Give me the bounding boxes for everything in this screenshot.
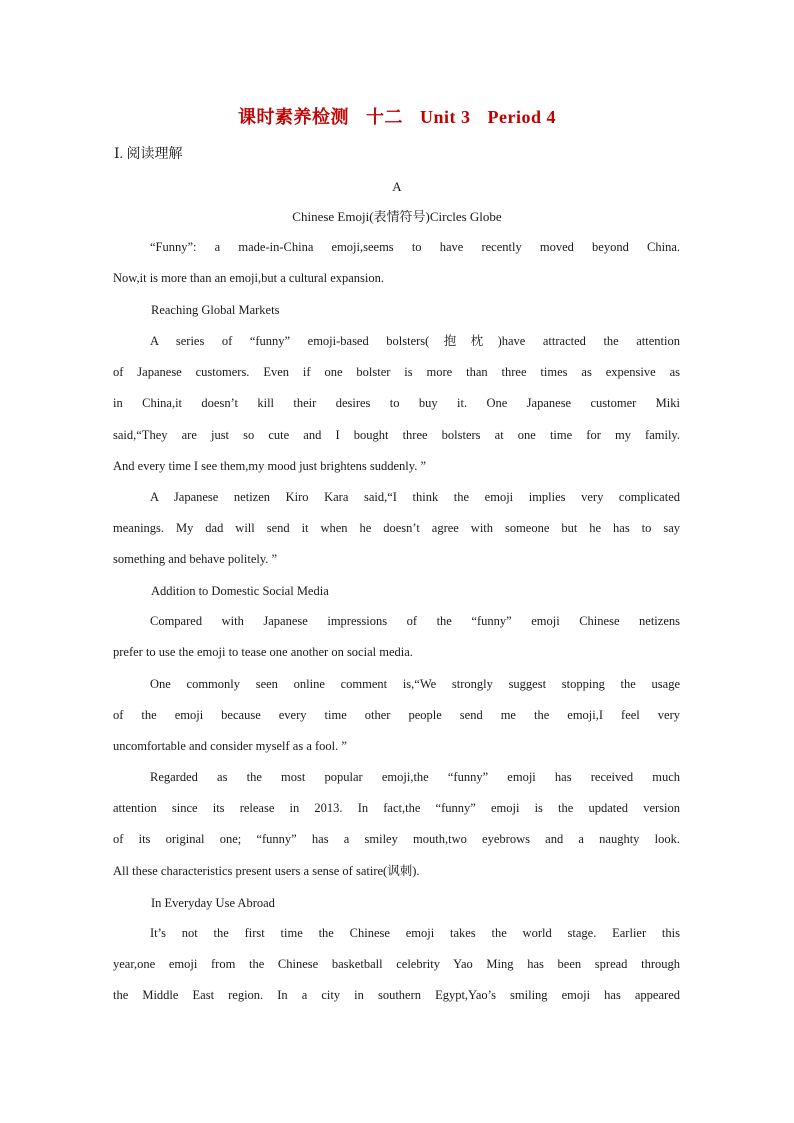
paragraph-line: of its original one; “funny” has a smiley mouth,two eyebrows and a naughty look.: [113, 832, 680, 847]
paragraph-line: A Japanese netizen Kiro Kara said,“I think the emoji implies very complicated: [150, 490, 680, 504]
paragraph-line: Regarded as the most popular emoji,the “funny” emoji has received much: [150, 770, 680, 784]
paragraph-line: said,“They are just so cute and I bought three bolsters at one time for my family.: [113, 427, 680, 442]
title-part-1: 课时素养检测: [237, 107, 349, 127]
paragraph-7: [113, 918, 680, 1012]
paragraph-2: [113, 326, 680, 482]
paragraph-line: Compared with Japanese impressions of the “funny” emoji Chinese netizens: [150, 614, 680, 628]
paragraph-line: uncomfortable and consider myself as a fool. ”: [113, 739, 347, 754]
paragraph-line: meanings. My dad will send it when he doesn’t agree with someone but he has to say: [113, 521, 680, 536]
paragraph-line: Now,it is more than an emoji,but a cultural expansion.: [113, 271, 385, 286]
page-title: [0, 104, 794, 130]
paragraph-6: [113, 762, 680, 887]
passage-letter: A: [392, 179, 402, 194]
paragraph-line: And every time I see them,my mood just brightens suddenly. ”: [113, 458, 427, 473]
paragraph-line: the Middle East region. In a city in southern Egypt,Yao’s smiling emoji has appeared: [113, 988, 680, 1003]
paragraph-line: prefer to use the emoji to tease one another on social media.: [113, 645, 413, 660]
subheading-everyday-use-abroad: In Everyday Use Abroad: [151, 896, 275, 910]
title-part-2: 十二: [365, 107, 403, 127]
paragraph-line: A series of “funny” emoji-based bolsters(抱枕)have attracted the attention: [150, 334, 680, 348]
paragraph-line: year,one emoji from the Chinese basketball celebrity Yao Ming has been spread through: [113, 957, 680, 972]
subheading-reaching-global-markets: Reaching Global Markets: [151, 303, 280, 317]
paragraph-1: [113, 232, 680, 294]
paragraph-line: something and behave politely. ”: [113, 552, 278, 567]
paragraph-5: [113, 669, 680, 763]
passage-title: Chinese Emoji(表情符号)Circles Globe: [292, 209, 502, 224]
paragraph-line: attention since its release in 2013. In fact,the “funny” emoji is the updated version: [113, 801, 680, 816]
paragraph-line: of Japanese customers. Even if one bolster is more than three times as expensive as: [113, 365, 680, 380]
paragraph-line: One commonly seen online comment is,“We strongly suggest stopping the usage: [150, 677, 680, 691]
paragraph-line: in China,it doesn’t kill their desires to buy it. One Japanese customer Miki: [113, 396, 680, 411]
paragraph-line: All these characteristics present users a sense of satire(讽刺).: [113, 863, 420, 878]
paragraph-line: “Funny”: a made-in-China emoji,seems to have recently moved beyond China.: [150, 240, 680, 254]
paragraph-4: [113, 606, 680, 668]
title-part-3: Unit 3: [419, 107, 471, 127]
subheading-domestic-social-media: Addition to Domestic Social Media: [151, 584, 329, 598]
paragraph-line: It’s not the first time the Chinese emoji takes the world stage. Earlier this: [150, 926, 680, 940]
paragraph-3: [113, 482, 680, 576]
section-label: Ⅰ. 阅读理解: [114, 147, 183, 162]
paragraph-line: of the emoji because every time other people send me the emoji,I feel very: [113, 708, 680, 723]
title-part-4: Period 4: [487, 107, 556, 127]
